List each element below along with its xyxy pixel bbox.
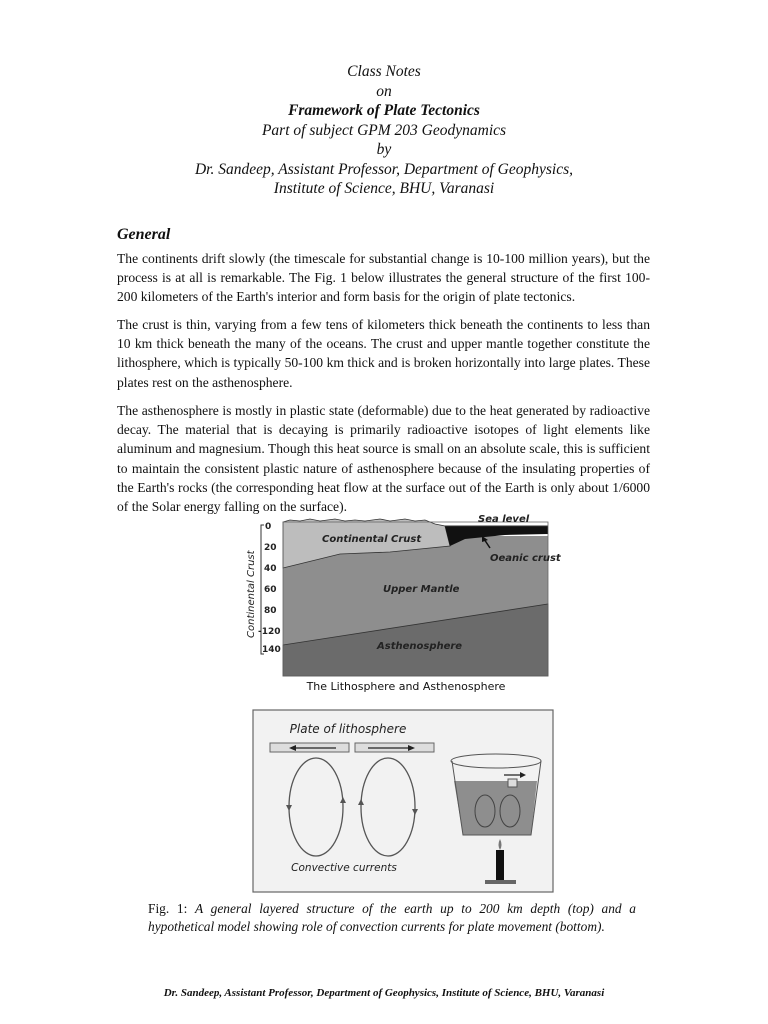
- author-line: Dr. Sandeep, Assistant Professor, Department of Geophysics,: [194, 160, 573, 178]
- oceanic-crust-label: Oeanic crust: [490, 553, 561, 564]
- convection-figure: [252, 709, 554, 893]
- figure-caption: [148, 900, 636, 936]
- tick-label: 0: [265, 522, 272, 532]
- figure-top-caption: The Lithosphere and Asthenosphere: [306, 680, 506, 693]
- sea-level-label: Sea level: [478, 514, 530, 525]
- caption-text: A general layered structure of the earth up to 200 km depth (top) and a hypothetical model showing role of convection currents for plate movement (bottom).: [148, 901, 636, 934]
- asthenosphere-label: Asthenosphere: [377, 641, 463, 652]
- tick-label: 40: [264, 564, 277, 574]
- section-heading: General: [117, 226, 171, 243]
- institute-line: Institute of Science, BHU, Varanasi: [273, 180, 495, 197]
- axis-label: Continental Crust: [246, 550, 257, 638]
- lithosphere-figure: [240, 508, 561, 698]
- tick-label: -120: [258, 627, 281, 637]
- tick-label: 20: [264, 543, 277, 553]
- document-title: Framework of Plate Tectonics: [288, 102, 480, 119]
- by-line: by: [376, 141, 392, 158]
- page-footer: Dr. Sandeep, Assistant Professor, Department of Geophysics, Institute of Science, BHU, Varanasi: [163, 987, 605, 999]
- tick-label: 140: [262, 645, 281, 655]
- water: [454, 781, 537, 835]
- paragraph-2: The crust is thin, varying from a few tens of kilometers thick beneath the continents to less than 10 km thick beneath the many of the oceans. The crust and upper mantle together constitute the lithosphere, which is typically 50-100 km thick and is broken horizontally into large plates. These plates rest on the asthenosphere.: [117, 317, 650, 390]
- plate-label: Plate of lithosphere: [289, 722, 407, 736]
- upper-mantle-label: Upper Mantle: [383, 584, 460, 595]
- header-line1: Class Notes: [347, 63, 421, 80]
- continental-crust-label: Continental Crust: [322, 534, 422, 545]
- paragraph-3: The asthenosphere is mostly in plastic state (deformable) due to the heat generated by radioactive decay. The material that is decaying is primarily radioactive isotopes of light elements like aluminum and magnesium. Though this heat source is small on an absolute scale, this is sufficient to maintain the consistent plastic nature of asthenosphere because of the insulating properties of the Earth's rocks (the corresponding heat flow at the surface out of the Earth is only about 1/6000 of the Solar energy falling on the surface).: [117, 403, 650, 515]
- subject-line: Part of subject GPM 203 Geodynamics: [261, 121, 507, 139]
- document-header: [0, 62, 768, 199]
- header-line2: on: [376, 82, 392, 100]
- candle: [496, 850, 504, 880]
- tick-label: 60: [264, 585, 277, 595]
- paragraph-1: The continents drift slowly (the timescale for substantial change is 10-100 million years), but the process is at all is remarkable. The Fig. 1 below illustrates the general structure of the first 100-200 kilometers of the Earth's interior and form basis for the origin of plate tectonics.: [117, 251, 650, 305]
- tick-label: 80: [264, 606, 277, 616]
- caption-label: Fig. 1:: [148, 901, 188, 916]
- currents-label: Convective currents: [291, 862, 397, 874]
